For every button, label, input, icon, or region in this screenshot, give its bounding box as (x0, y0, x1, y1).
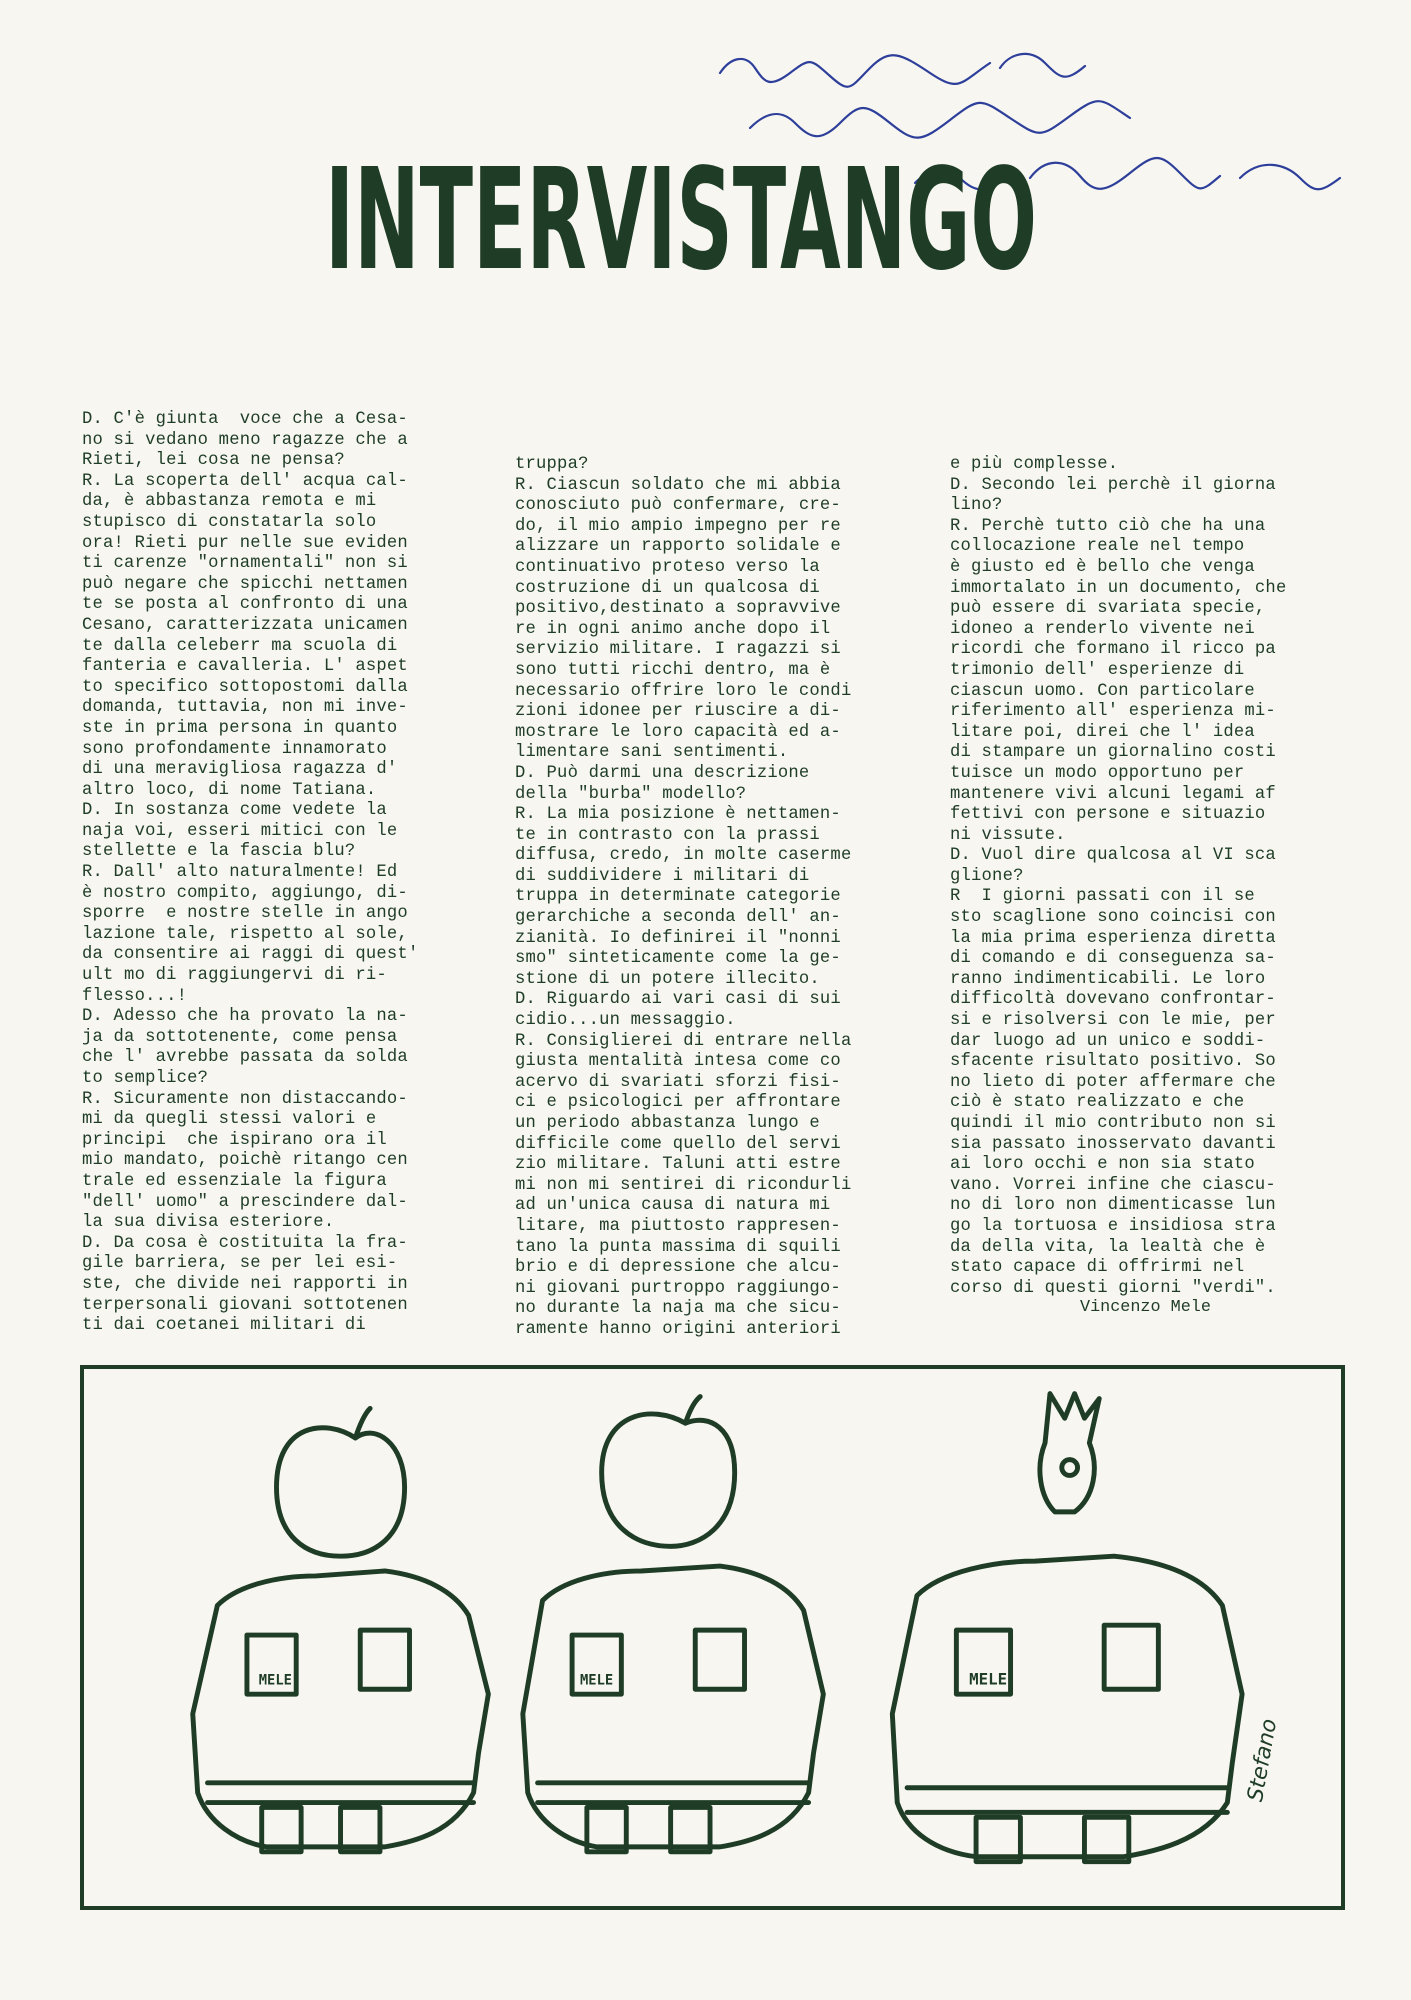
interview-column-1: D. C'è giunta voce che a Cesa- no si vedano meno ragazze che a Rieti, lei cosa ne pensa? R. La scoperta dell' acqua cal- da, è abbastanza remota e mi stupisco di constatarla solo ora! Rieti pur nelle sue eviden ti carenze "ornamentali" non si può negare che spicchi nettamen te se posta al confronto di una Cesano, caratterizzata unicamen te dalla celeberr ma scuola di fanteria e cavalleria. L' aspet to specifico sottopostomi dalla domanda, tuttavia, non mi inve- ste in prima persona in quanto sono profondamente innamorato di una meravigliosa ragazza d' altro loco, di nome Tatiana. D. In sostanza come vedete la naja voi, esseri mitici con le stellette e la fascia blu? R. Dall' alto naturalmente! Ed è nostro compito, aggiungo, di- sporre e nostre stelle in ango lazione tale, rispetto al sole, da consentire ai raggi di quest' ult mo di raggiungervi di ri- flesso...! D. Adesso che ha provato la na- ja da sottotenente, come pensa che l' avrebbe passata da solda to semplice? R. Sicuramente non distaccando- mi da quegli stessi valori e principi che ispirano ora il mio mandato, poichè ritango cen trale ed essenziale la figura "dell' uomo" a prescindere dal- la sua divisa esteriore. D. Da cosa è costituita la fra- gile barriera, se per lei esi- ste, che divide nei rapporti in terpersonali giovani sottotenen ti dai coetanei militari di (82, 410, 419, 1336)
cartoon-figure-1 (193, 1408, 489, 1851)
page-title-svg (325, 150, 1045, 320)
author-name: Vincenzo Mele (1080, 1298, 1211, 1317)
cartoon-figure-3 (892, 1394, 1242, 1862)
name-tag-3: MELE (969, 1669, 1008, 1689)
artist-signature: Stefano (1243, 1717, 1283, 1804)
name-tag-1: MELE (258, 1672, 292, 1689)
cartoon-svg (84, 1369, 1341, 1906)
apple-head-icon (276, 1428, 404, 1556)
cartoon-panel (80, 1365, 1345, 1910)
interview-column-3: e più complesse. D. Secondo lei perchè il giorna lino? R. Perchè tutto ciò che ha una collocazione reale nel tempo è giusto ed è bello che venga immortalato in un documento, che può essere di svariata specie, idoneo a renderlo vivente nei ricordi che formano il ricco pa trimonio dell' esperienze di ciascun uomo. Con particolare riferimento all' esperienza mi- litare poi, direi che l' idea di stampare un giornalino costi tuisce un modo opportuno per mantenere vivi alcuni legami af fettivi con persone e situazio ni vissute. D. Vuol dire qualcosa al VI sca glione? R I giorni passati con il se sto scaglione sono coincisi con la mia prima esperienza diretta di comando e di conseguenza sa- ranno indimenticabili. Le loro difficoltà dovevano confrontar- si e risolversi con le mie, per dar luogo ad un unico e soddi- sfacente risultato positivo. So no lieto di poter affermare che ciò è stato realizzato e che quindi il mio contributo non si sia passato inosservato davanti ai loro occhi e non sia stato vano. Vorrei infine che ciascu- no di loro non dimenticasse lun go la tortuosa e insidiosa stra da della vita, la lealtà che è stato capace di offrirmi nel corso di questi giorni "verdi". (950, 455, 1287, 1298)
apple-core-head-icon (1040, 1394, 1099, 1512)
bitten-apple-head-icon (602, 1414, 735, 1546)
name-tag-2: MELE (579, 1672, 614, 1689)
page-title (325, 150, 1045, 320)
title-text: INTERVISTANGO (325, 150, 1037, 302)
cartoon-figure-2 (523, 1397, 824, 1852)
interview-column-2: truppa? R. Ciascun soldato che mi abbia conosciuto può confermare, cre- do, il mio ampio impegno per re alizzare un rapporto solidale e continuativo proteso verso la costruzione di un qualcosa di positivo,destinato a sopravvive re in ogni animo anche dopo il servizio militare. I ragazzi si sono tutti ricchi dentro, ma è necessario offrire loro le condi zioni idonee per riuscire a di- mostrare le loro capacità ed a- limentare sani sentimenti. D. Può darmi una descrizione della "burba" modello? R. La mia posizione è nettamen- te in contrasto con la prassi diffusa, credo, in molte caserme di suddividere i militari di truppa in determinate categorie gerarchiche a seconda dell' an- zianità. Io definirei il "nonni smo" sinteticamente come la ge- stione di un potere illecito. D. Riguardo ai vari casi di sui cidio...un messaggio. R. Consiglierei di entrare nella giusta mentalità intesa come co acervo di svariati sforzi fisi- ci e psicologici per affrontare un periodo abbastanza lungo e difficile come quello del servi zio militare. Taluni atti estre mi non mi sentirei di ricondurli ad un'unica causa di natura mi litare, ma piuttosto rappresen- tano la punta massima di squili brio e di depressione che alcu- ni giovani purtroppo raggiungo- no durante la naja ma che sicu- ramente hanno origini anteriori (515, 455, 852, 1339)
